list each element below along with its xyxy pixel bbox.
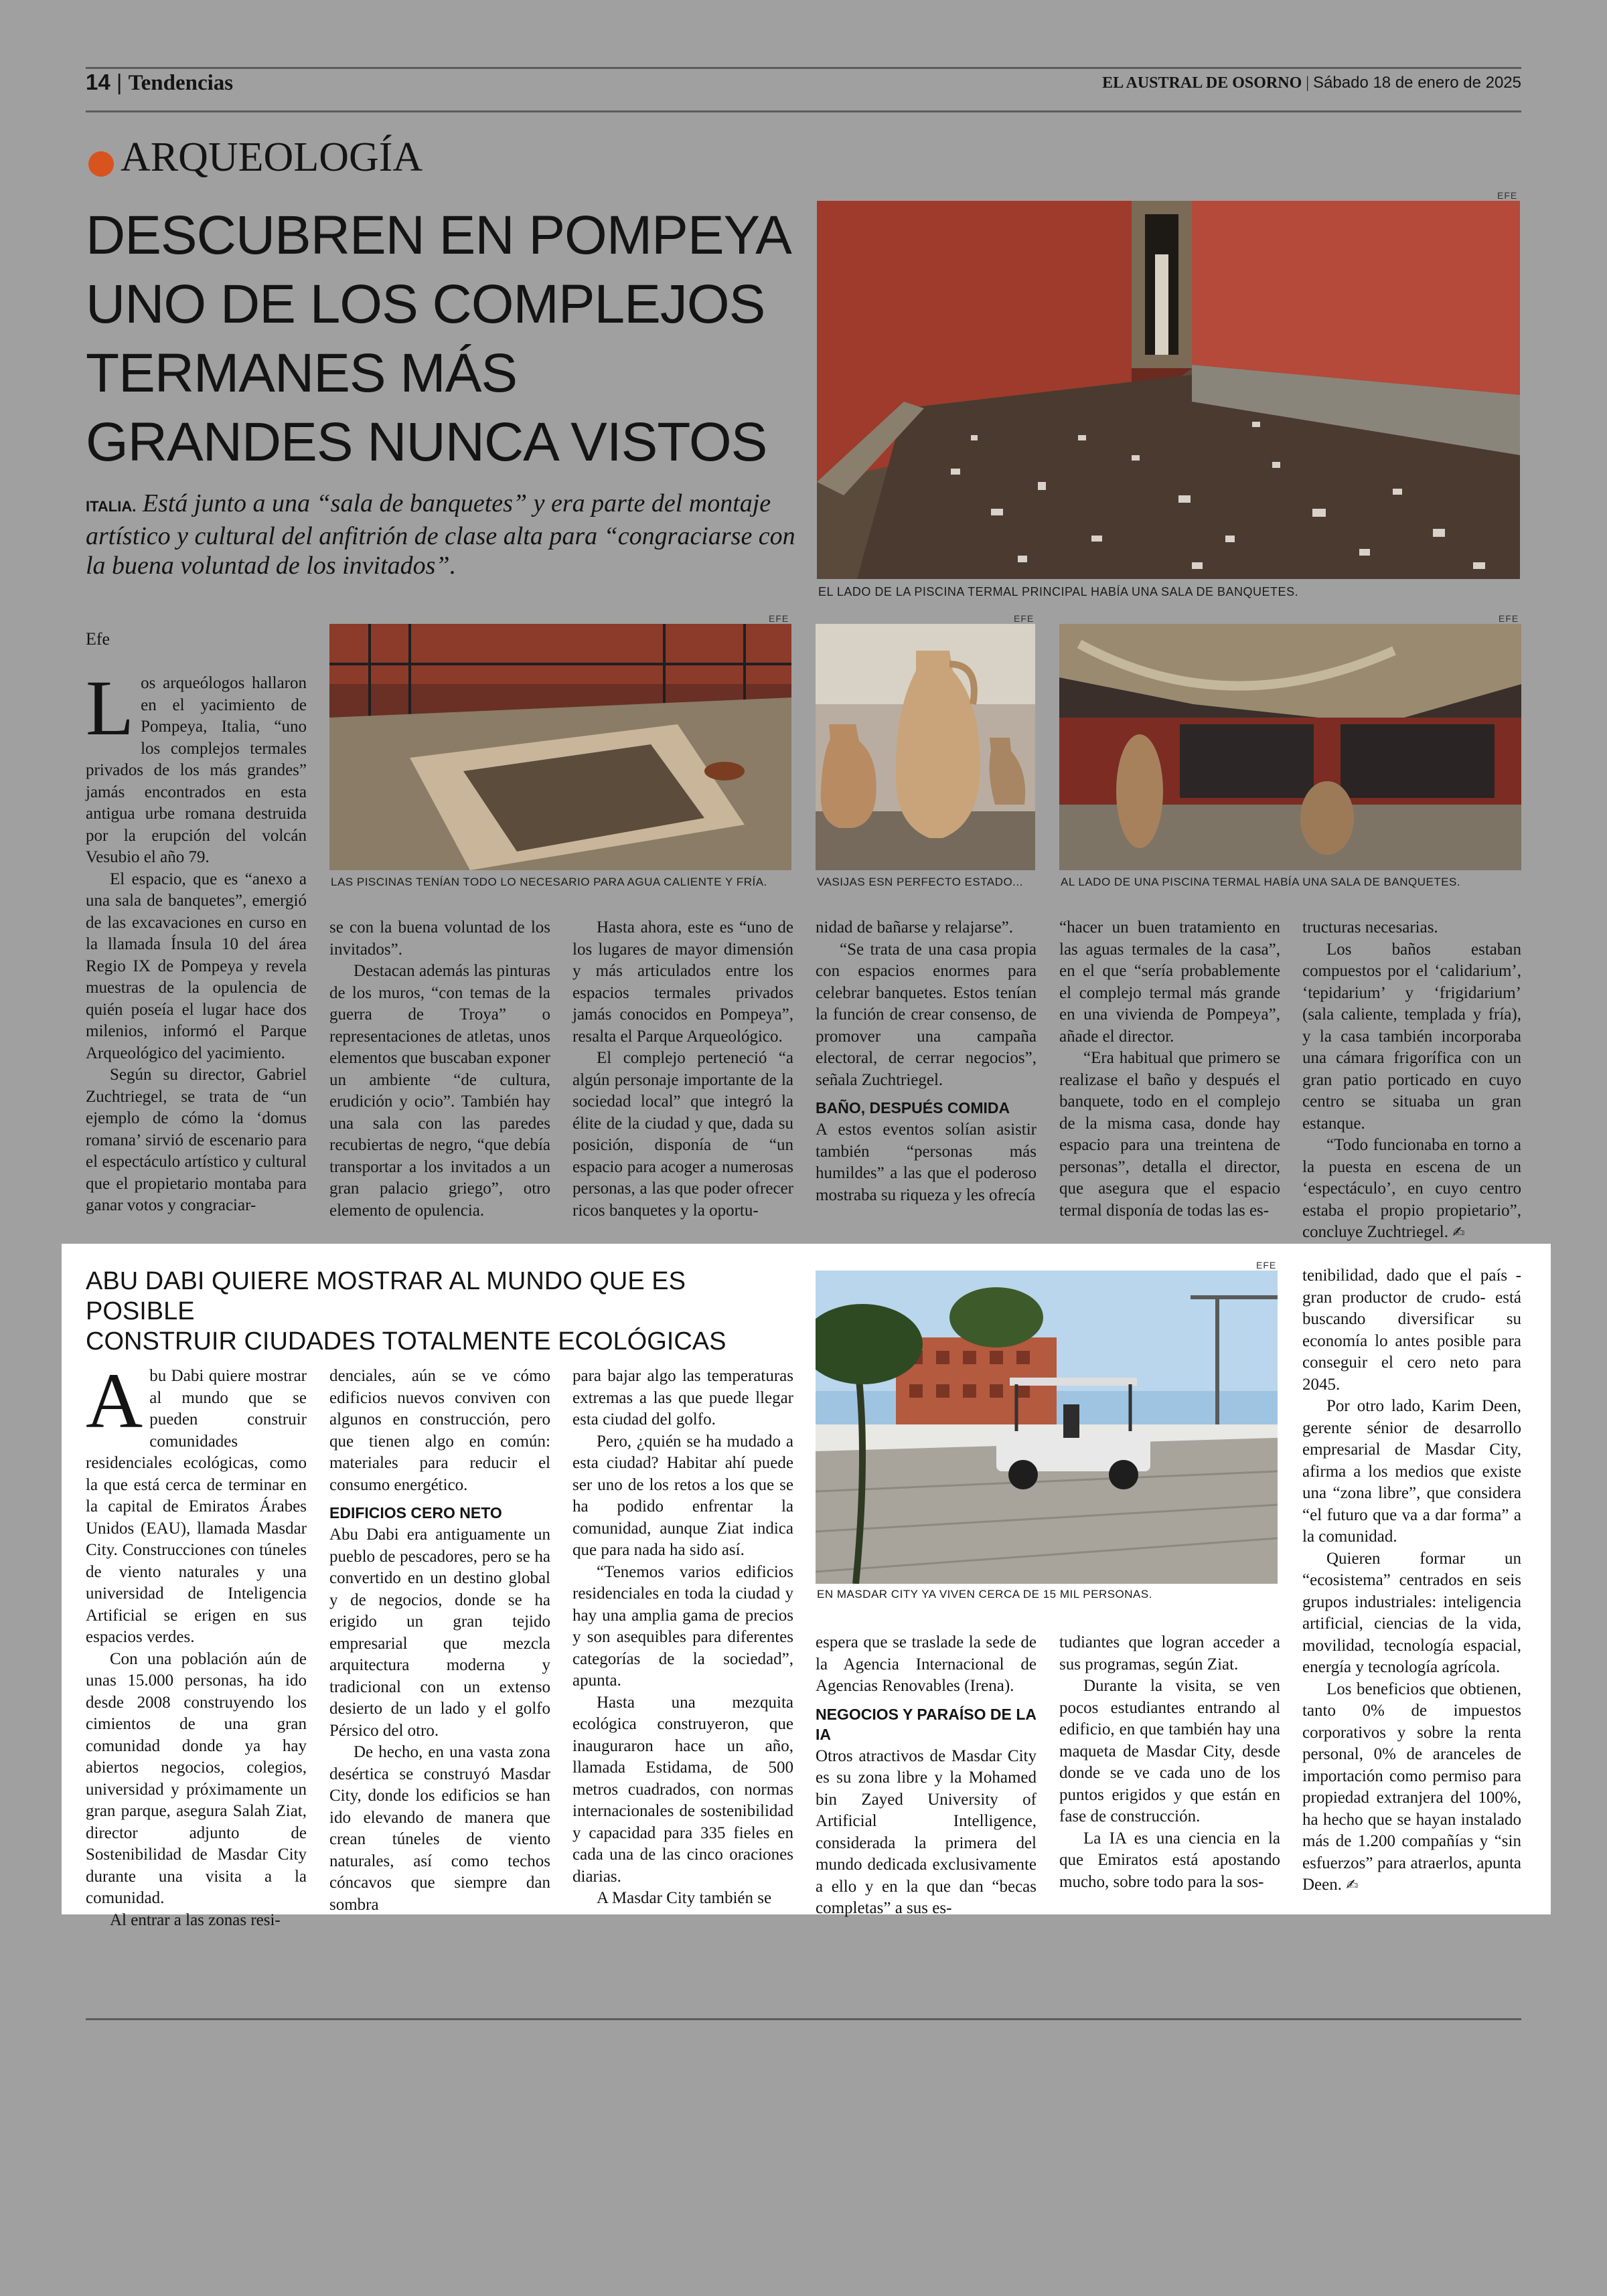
signature-end-mark-icon: ✍ [1346,1877,1359,1894]
lead-text: Está junto a una “sala de banquetes” y era parte del montaje artístico y cultural del anfitrión de clase alta para “congraciarse con la buena voluntad de los invitados”. [86,489,795,580]
pool-illustration [329,624,791,870]
paragraph: tenibilidad, dado que el país -gran productor de crudo- está buscando diversificar su economía lo antes posible para conseguir el cero neto para 2045. [1302,1266,1521,1394]
article1-col3 [572,917,793,1222]
photo-credit: EFE [1499,613,1519,624]
paragraph: Durante la visita, se ven pocos estudiantes entrando al edificio, en que también hay una maqueta de Masdar City, desde donde se ve cada uno de los puntos erigidos y que están en fase de construcción. [1059,1677,1280,1825]
paragraph: Destacan además las pinturas de los muros, “con temas de la guerra de Troya” o representaciones de atletas, unos elementos que buscaban exponer un ambiente “de cultura, erudición y ocio”. También hay una sala con las paredes recubiertas de negro, “que debía transportar a los invitados a un gran palacio griego”, otro elemento de opulencia. [329,962,550,1220]
paragraph: tructuras necesarias. [1302,918,1438,936]
photo-credit: EFE [1014,613,1035,624]
bath-room-illustration [817,201,1520,579]
article2-col2 [329,1366,550,1916]
page-number: 14 [86,70,110,94]
paragraph: Según su director, Gabriel Zuchtriegel, se trata de “un ejemplo de cómo la ‘domus romana’ sirvió de escenario para el espectáculo artístico y cultural que el propietario montaba para ganar votos y congraciar- [86,1066,307,1214]
article2-col1 [86,1357,307,1931]
page-header-right [1102,74,1521,92]
orange-dot-icon [88,151,114,177]
masdar-city-illustration [816,1270,1278,1584]
paragraph: El espacio, que es “anexo a una sala de banquetes”, emergió de las excavaciones en curso en la llamada Ínsula 10 del área Regio IX de Pompeya y revela muestras de la opulencia de quién poseía el lugar hace dos milenios, informó el Parque Arqueológico del yacimiento. [86,870,307,1062]
paragraph-text: “Todo funcionaba en torno a la puesta en escena de un ‘espectáculo’, en cuyo centro estaba el propio propietario”, concluye Zuchtriegel. [1302,1136,1521,1241]
paragraph: se con la buena voluntad de los invitados”. [329,918,550,959]
photo-caption: EN MASDAR CITY YA VIVEN CERCA DE 15 MIL PERSONAS. [817,1588,1152,1601]
photo-masdar-city [816,1270,1278,1584]
dropcap: A [86,1357,143,1445]
paragraph: Hasta una mezquita ecológica construyeron, que inauguraron hace un año, llamada Estidama, de 500 metros cuadrados, con normas internacionales de sostenibilidad y capacidad para 335 fieles en cada una de las cinco oraciones diarias. [572,1693,793,1886]
article2-col4 [816,1632,1037,1920]
photo-bath-room [817,201,1520,579]
headline-line: ABU DABI QUIERE MOSTRAR AL MUNDO QUE ES POSIBLE [86,1267,686,1325]
subhead: EDIFICIOS CERO NETO [329,1504,502,1522]
paragraph: “Era habitual que primero se realizase el baño y después el banquete, todo en el complejo de la misma casa, donde hay espacio para una treintena de personas”, detalla el director, que asegura que el espacio termal disponía de todas las es- [1059,1049,1280,1220]
article1-headline [86,201,802,477]
paragraph: A Masdar City también se [597,1889,772,1907]
signature-end-mark-icon: ✍ [1452,1224,1465,1241]
photo-caption: VASIJAS ESN PERFECTO ESTADO... [817,876,1023,888]
photo-credit: EFE [1256,1260,1277,1270]
byline: Efe [86,629,110,649]
article2-col6 [1302,1265,1521,1897]
paragraph-text: Los beneficios que obtienen, tanto 0% de impuestos corporativos y sobre la renta personal, 0% de aranceles de importación como permiso para propiedad extranjera del 100%, ha hecho que se hayan instalado más de 1.200 compañías y “sin esfuerzos” para atraerlos, apunta Deen. [1302,1679,1521,1894]
headline-line: UNO DE LOS COMPLEJOS [86,274,765,335]
issue-date: Sábado 18 de enero de 2025 [1313,74,1521,92]
article1-col5 [1059,917,1280,1222]
paragraph: tudiantes que logran acceder a sus programas, según Ziat. [1059,1633,1280,1673]
article1-col6 [1302,917,1521,1244]
paragraph: “Tenemos varios edificios residenciales en toda la ciudad y hay una amplia gama de precios y son asequibles para diferentes categorías de la sociedad”, apunta. [572,1562,793,1690]
article1-col1 [86,664,307,1217]
paragraph: Con una población aún de unas 15.000 personas, ha ido desde 2008 construyendo los cimientos de una gran comunidad donde ya hay abiertos negocios, colegios, universidad y próximamente un gran parque, asegura Salah Ziat, director adjunto de Sostenibilidad de Masdar City durante una visita a la comunidad. [86,1649,307,1907]
article2-headline [86,1266,795,1357]
paragraph [1302,1135,1521,1244]
headline-line: CONSTRUIR CIUDADES TOTALMENTE ECOLÓGICAS [86,1327,726,1356]
topic-label [88,134,423,181]
subhead: NEGOCIOS Y PARAÍSO DE LA IA [816,1705,1037,1743]
paragraph: Abu Dabi era antiguamente un pueblo de pescadores, pero se ha convertido en un destino global y de negocios, donde se ha erigido un gran tejido empresarial que mezcla arquitectura moderna y tradicional con un extenso desierto de un lado y el golfo Pérsico del otro. [329,1526,550,1740]
photo-credit: EFE [1497,190,1518,201]
topic-text: ARQUEOLOGÍA [121,135,423,180]
subhead: BAÑO, DESPUÉS COMIDA [816,1099,1010,1117]
paragraph: para bajar algo las temperaturas extremas a las que puede llegar esta ciudad del golfo. [572,1367,793,1428]
page-header-left [86,70,233,96]
paragraph [86,664,307,869]
paragraph: El complejo perteneció “a algún personaje importante de la sociedad local” que integró la élite de la ciudad y que, dada su posición, disponía de “un espacio para acoger a numerosas personas, a las que poder ofrecer ricos banquetes y la oportu- [572,1049,793,1220]
paragraph: nidad de bañarse y relajarse”. [816,918,1013,936]
article1-lead [86,489,795,580]
paragraph: Al entrar a las zonas resi- [110,1910,281,1929]
headline-line: GRANDES NUNCA VISTOS [86,412,767,473]
paragraph: A estos eventos solían asistir también “personas más humildes” a las que el poderoso mostraba su riqueza y les ofrecía [816,1121,1037,1204]
header-separator: | [116,70,129,94]
lead-place: ITALIA. [86,498,137,515]
paragraph [86,1357,307,1649]
paragraph [1302,1679,1521,1897]
header-top-rule [86,67,1521,69]
photo-credit: EFE [769,613,789,624]
article2-col3 [572,1366,793,1910]
paragraph-text: os arqueólogos hallaron en el yacimiento de Pompeya, Italia, “uno los complejos termales privados de los más grandes” jamás encontrados en esta antigua urbe romana destruida por la erupción del volcán Vesubio el año 79. [86,674,307,866]
paragraph: “hacer un buen tratamiento en las aguas termales de la casa”, en el que “sería probablemente el complejo termal más grande en una vivienda de Pompeya”, añade el director. [1059,918,1280,1046]
photo-caption: AL LADO DE UNA PISCINA TERMAL HABÍA UNA SALA DE BANQUETES. [1061,876,1461,888]
photo-pool [329,624,791,870]
paragraph: Otros atractivos de Masdar City es su zona libre y la Mohamed bin Zayed University of Artificial Intelligence, considerada la primera del mundo dedicada exclusivamente a ello y en la que dan “becas completas” a sus es- [816,1746,1037,1917]
dropcap: L [86,664,135,752]
paragraph: “Se trata de una casa propia con espacios enormes para celebrar banquetes. Estos tenían la función de crear consenso, de promover una campaña electoral, de cerrar negocios”, señala Zuchtriegel. [816,940,1037,1089]
paragraph: Los baños estaban compuestos por el ‘calidarium’, ‘tepidarium’ y ‘frigidarium’ (sala caliente, templada y fría), y la casa también incorporaba una cámara frigorífica con un gran patio porticado en cuyo centro se situaba un gran estanque. [1302,940,1521,1133]
paragraph: denciales, aún se ve cómo edificios nuevos conviven con algunos en construcción, pero que tienen algo en común: materiales para reducir el consumo energético. [329,1367,550,1494]
article1-col4 [816,917,1037,1206]
photo-caption: EL LADO DE LA PISCINA TERMAL PRINCIPAL HABÍA UNA SALA DE BANQUETES. [818,585,1299,598]
paragraph: Por otro lado, Karim Deen, gerente sénior de desarrollo empresarial de Masdar City, afirma a los medios que existe una “zona libre”, que considera “el futuro que va a dar forma” a la comunidad. [1302,1397,1521,1546]
footer-rule [86,2018,1521,2020]
header-separator-2: | [1306,74,1314,92]
article1-col2 [329,917,550,1222]
banquet-room-illustration [1059,624,1521,870]
paragraph: espera que se traslade la sede de la Agencia Internacional de Agencias Renovables (Irena). [816,1633,1037,1695]
paragraph-text: bu Dabi quiere mostrar al mundo que se pueden construir comunidades residenciales ecológicas, como la que está cerca de terminar en la capital de Emiratos Árabes Unidos (EAU), llamada Masdar City. Construcciones con túneles de viento naturales y una universidad de Inteligencia Artificial se erigen en sus espacios verdes. [86,1367,307,1646]
headline-line: TERMANES MÁS [86,343,518,404]
vessels-illustration [816,624,1035,870]
photo-vessels [816,624,1035,870]
headline-line: DESCUBREN EN POMPEYA [86,205,791,266]
paragraph: La IA es una ciencia en la que Emiratos está apostando mucho, sobre todo para la sos- [1059,1829,1280,1891]
newspaper-name: EL AUSTRAL DE OSORNO [1102,74,1302,92]
photo-caption: LAS PISCINAS TENÍAN TODO LO NECESARIO PARA AGUA CALIENTE Y FRÍA. [331,876,767,888]
paragraph: De hecho, en una vasta zona desértica se construyó Masdar City, donde los edificios se han ido elevando de manera que crean túneles de viento naturales, así como techos cóncavos que siempre dan sombra [329,1743,550,1914]
photo-banquet-room [1059,624,1521,870]
paragraph: Hasta ahora, este es “uno de los lugares de mayor dimensión y más articulados entre los espacios termales privados jamás conocidos en Pompeya”, resalta el Parque Arqueológico. [572,918,793,1046]
paragraph: Pero, ¿quién se ha mudado a esta ciudad? Habitar ahí puede ser uno de los retos a los que se ha podido enfrentar la comunidad, aunque Ziat indica que para nada ha sido así. [572,1432,793,1559]
section-name: Tendencias [128,71,234,95]
header-bottom-rule [86,110,1521,112]
paragraph: Quieren formar un “ecosistema” centrados en seis grupos industriales: inteligencia artificial, ciencias de la vida, movilidad, tecnología espacial, energía y tecnología agrícola. [1302,1549,1521,1676]
article2-col5 [1059,1632,1280,1893]
